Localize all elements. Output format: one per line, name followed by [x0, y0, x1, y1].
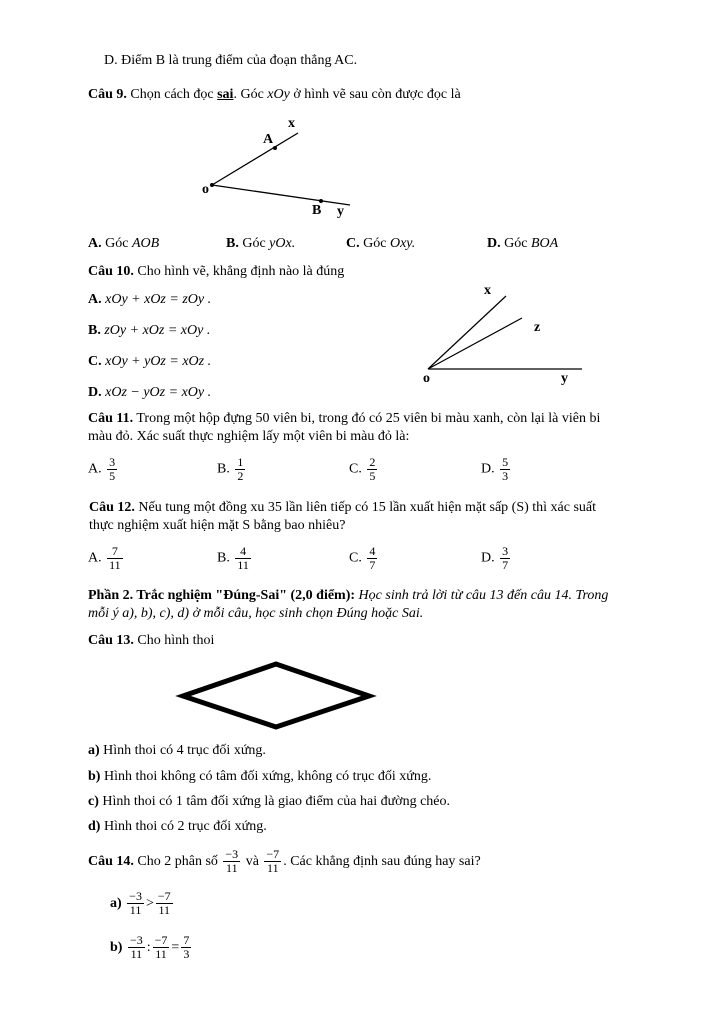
- question-12-option-d: D. $\frac{3}{7}$: [481, 544, 509, 572]
- question-13-item-c: c) Hình thoi có 1 tâm đối xứng là giao điểm của hai đường chéo.: [88, 794, 451, 809]
- q9-label-o: o: [202, 182, 209, 197]
- question-9-option-c: C. Góc Oxy.: [346, 236, 416, 251]
- question-11-option-c: C. $\frac{2}{5}$: [349, 455, 376, 483]
- question-14-stem: Câu 14. Cho 2 phân số $\frac{-3}{11}$ và $\frac{-7}{11}$ . Các khẳng định sau đúng hay sai?: [88, 847, 481, 876]
- q9-label-a: A: [263, 132, 274, 147]
- question-12-line-2: thực nghiệm xuất hiện mặt S bằng bao nhiêu?: [89, 518, 346, 533]
- question-13-label: Câu 13.: [88, 633, 134, 648]
- question-11-line-1: Câu 11. Trong một hộp đựng 50 viên bi, trong đó có 25 viên bi màu xanh, còn lại là viên bi: [88, 411, 601, 426]
- question-14-item-a: a) $\frac{-3}{11}$ > $\frac{-7}{11}$: [110, 889, 171, 918]
- question-12-option-c: C. $\frac{4}{7}$: [349, 544, 376, 572]
- question-9-label: Câu 9.: [88, 87, 127, 102]
- question-14-item-b: b) $\frac{-3}{11}$ : $\frac{-7}{11}$ = $\frac{7}{3}$: [110, 933, 190, 962]
- q9-label-y: y: [337, 204, 344, 219]
- question-8-option-d: D. Điểm B là trung điểm của đoạn thẳng AC.: [104, 53, 358, 68]
- question-11-option-a: A. $\frac{3}{5}$: [88, 455, 116, 483]
- question-11-option-b: B. $\frac{1}{2}$: [217, 455, 244, 483]
- question-9-option-b: B. Góc yOx.: [226, 236, 296, 251]
- question-13-item-a: a) Hình thoi có 4 trục đối xứng.: [88, 743, 266, 758]
- question-13-item-b: b) Hình thoi không có tâm đối xứng, không có trục đối xứng.: [88, 769, 432, 784]
- question-11-line-2: màu đỏ. Xác suất thực nghiệm lấy một viên bi màu đỏ là:: [88, 429, 410, 444]
- q9-label-b: B: [312, 203, 322, 218]
- part-2-heading: Phần 2. Trắc nghiệm "Đúng-Sai" (2,0 điểm): Học sinh trả lời từ câu 13 đến câu 14. Trong: [88, 588, 609, 603]
- question-9-option-d: D. Góc BOA: [487, 236, 559, 251]
- question-10-option-c: C. xOy + yOz = xOz .: [88, 354, 212, 369]
- q10-label-o: o: [423, 371, 430, 386]
- q10-label-x: x: [484, 283, 491, 298]
- question-9-stem: Câu 9. Chọn cách đọc sai. Góc xOy ở hình vẽ sau còn được đọc là: [88, 87, 461, 102]
- question-10-label: Câu 10.: [88, 264, 134, 279]
- q10-label-y: y: [561, 371, 568, 386]
- question-12-line-1: Câu 12. Nếu tung một đồng xu 35 lần liên tiếp có 15 lần xuất hiện mặt sấp (S) thì xác suất: [89, 500, 597, 515]
- q10-label-z: z: [534, 320, 541, 335]
- question-12-option-b: B. $\frac{4}{11}$: [217, 544, 249, 572]
- question-12-option-a: A. $\frac{7}{11}$: [88, 544, 121, 572]
- question-10-option-b: B. zOy + xOz = xOy .: [88, 323, 211, 338]
- question-14-label: Câu 14.: [88, 854, 134, 869]
- question-11-label: Câu 11.: [88, 411, 134, 426]
- question-10-option-a: A. xOy + xOz = zOy .: [88, 292, 212, 307]
- q9-label-x: x: [288, 116, 295, 131]
- question-13-item-d: d) Hình thoi có 2 trục đối xứng.: [88, 819, 267, 834]
- question-11-option-d: D. $\frac{5}{3}$: [481, 455, 509, 483]
- part-2-instruction: mỗi ý a), b), c), d) ở mỗi câu, học sinh chọn Đúng hoặc Sai.: [88, 606, 424, 621]
- question-10-option-d: D. xOz − yOz = xOy .: [88, 385, 212, 400]
- question-12-label: Câu 12.: [89, 500, 135, 515]
- question-10-stem: Câu 10. Cho hình vẽ, khẳng định nào là đúng: [88, 264, 345, 279]
- question-9-option-a: A. Góc AOB: [88, 236, 160, 251]
- question-13-stem: Câu 13. Cho hình thoi: [88, 633, 215, 648]
